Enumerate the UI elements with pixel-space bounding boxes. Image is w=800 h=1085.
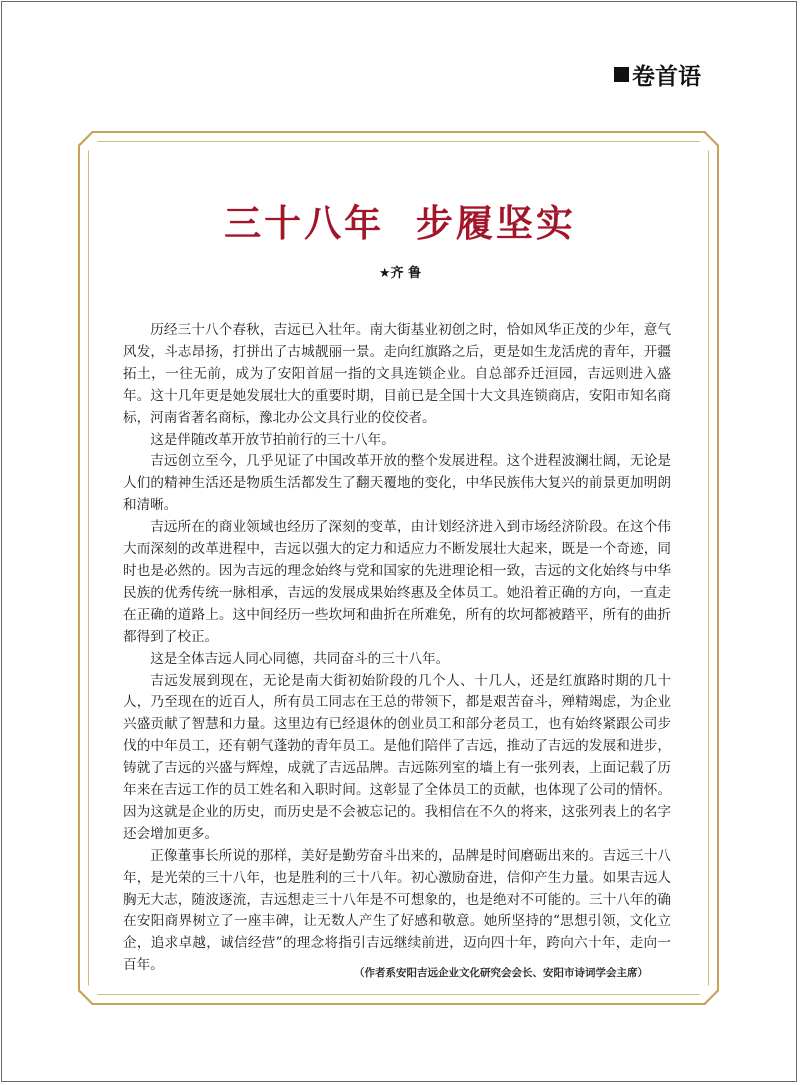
article-title: 三十八年 步履坚实 bbox=[224, 201, 576, 245]
section-label-text: 卷首语 bbox=[632, 64, 701, 90]
section-label bbox=[614, 58, 701, 91]
body-paragraph: 正像董事长所说的那样，美好是勤劳奋斗出来的，品牌是时间磨砺出来的。吉远三十八年，是光荣的三十八年，也是胜利的三十八年。初心激励奋进，信仰产生力量。如果吉远人胸无大志，随波逐流，吉远想走三十八年是不可想象的，也是绝对不可能的。三十八年的确在安阳商界树立了一座丰碑，让无数人产生了好感和敬意。她所坚持的“思想引领，文化立企，追求卓越，诚信经营”的理念将指引吉远继续前进，迈向四十年，跨向六十年，走向一百年。 bbox=[123, 847, 671, 974]
body-paragraph: 吉远创立至今，几乎见证了中国改革开放的整个发展进程。这个进程波澜壮阔，无论是人们的精神生活还是物质生活都发生了翻天覆地的变化，中华民族伟大复兴的前景更加明朗和清晰。 bbox=[123, 453, 671, 514]
body-paragraph: 这是伴随改革开放节拍前行的三十八年。 bbox=[150, 431, 395, 448]
body-paragraph: 吉远所在的商业领域也经历了深刻的变革，由计划经济进入到市场经济阶段。在这个伟大而深刻的改革进程中，吉远以强大的定力和适应力不断发展壮大起来，既是一个奇迹，同时也是必然的。因为吉远的理念始终与党和国家的先进理论相一致，吉远的文化始终与中华民族的优秀传统一脉相承，吉远的发展成果始终惠及全体员工。她沿着正确的方向，一直走在正确的道路上。这中间经历一些坎坷和曲折在所难免，所有的坎坷都被踏平，所有的曲折都得到了校正。 bbox=[123, 519, 671, 645]
article-author: ★齐 鲁 bbox=[378, 266, 422, 281]
body-paragraph: 吉远发展到现在，无论是南大街初始阶段的几个人、十几人，还是红旗路时期的几十人，乃至现在的近百人，所有员工同志在王总的带领下，都是艰苦奋斗，殚精竭虑，为企业兴盛贡献了智慧和力量。这里边有已经退休的创业员工和部分老员工，也有始终紧跟公司步伐的中年员工，还有朝气蓬勃的青年员工。是他们陪伴了吉远，推动了吉远的发展和进步，铸就了吉远的兴盛与辉煌，成就了吉远品牌。吉远陈列室的墙上有一张列表，上面记载了历年来在吉远工作的员工姓名和入职时间。这彰显了全体员工的贡献，也体现了公司的情怀。因为这就是企业的历史，而历史是不会被忘记的。我相信在不久的将来，这张列表上的名字还会增加更多。 bbox=[123, 672, 671, 842]
body-paragraph: 历经三十八个春秋，吉远已入壮年。南大街基业初创之时，恰如风华正茂的少年，意气风发，斗志昂扬，打拼出了古城靓丽一景。走向红旗路之后，更是如生龙活虎的青年，开疆拓土，一往无前，成为了安阳首屈一指的文具连锁企业。自总部乔迁洹园，吉远则进入盛年。这十几年更是她发展壮大的重要时期，目前已是全国十大文具连锁商店，安阳市知名商标，河南省著名商标，豫北办公文具行业的佼佼者。 bbox=[123, 322, 671, 426]
author-footnote: （作者系安阳吉远企业文化研究会会长、安阳市诗词学会主席） bbox=[354, 967, 648, 979]
article-body bbox=[123, 320, 671, 977]
section-square-icon bbox=[614, 67, 629, 82]
body-paragraph: 这是全体吉远人同心同德，共同奋斗的三十八年。 bbox=[150, 650, 450, 667]
